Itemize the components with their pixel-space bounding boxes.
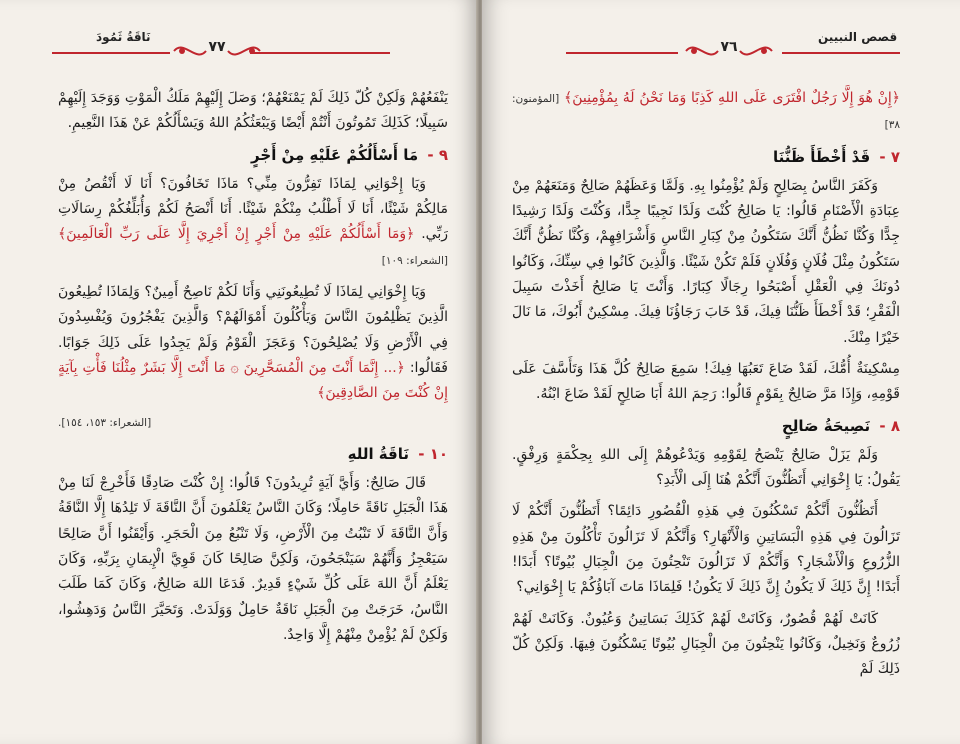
page-number: ٧٧ <box>208 39 226 55</box>
running-title: قصص النبيين <box>818 30 898 44</box>
right-page-body <box>512 86 900 689</box>
header-rule <box>782 52 900 54</box>
page-number: ٧٦ <box>720 39 738 55</box>
section-number: ١٠ - <box>418 444 448 463</box>
section-title: نَصِيحَةُ صَالِحٍ <box>781 416 871 435</box>
section-heading <box>512 414 900 439</box>
section-title: مَا أَسْأَلُكُمْ عَلَيْهِ مِنْ أَجْرٍ <box>251 145 419 164</box>
paragraph: يَنْفَعُهُمْ وَلَكِنْ كُلّ ذَلِكَ لَمْ يَمْنَعْهُمْ؛ وَصَلَ إِلَيْهِمْ مَلَكُ الْمَوْتِ وَوَجَدَ إِلَيْهِمْ سَبِيلًا؛ كَذَلِكَ تَمُوتُونَ أَنْتُمْ أَيْضًا وَيَبْعَثُكُمُ اللهُ وَيَسْأَلُكُمْ عَنْ هَذَا النَّعِيمِ. <box>58 90 448 132</box>
paragraph <box>58 172 448 274</box>
paragraph: وَلَمْ يَزَلْ صَالِحٌ يَنْصَحُ لِقَوْمِهِ وَيَدْعُوهُمْ إِلَى اللهِ بِحِكْمَةٍ وَرِفْقٍ. يَقُولُ: يَا إِخْوَانِي أَتَظُنُّونَ أَنَّكُمْ هُنَا إِلَى الْأَبَدِ؟ <box>512 446 900 489</box>
header-rule <box>566 52 678 54</box>
section-number: ٨ - <box>879 416 900 435</box>
right-page-header <box>482 22 960 66</box>
section-heading <box>58 442 448 467</box>
paragraph: مِسْكِينَةٌ أُمُّكَ، لَقَدْ ضَاعَ تَعَبُهَا فِيكَ! سَمِعَ صَالِحٌ كُلَّ هَذَا وَتَأَسَّفَ عَلَى قَوْمِهِ، وَإِذَا مَرَّ صَالِحٌ بِقَوْمٍ قَالُوا: رَحِمَ اللهُ أَبَا صَالِحٍ لَقَدْ ضَاعَ ابْنُهُ. <box>512 360 900 403</box>
header-rule <box>52 52 170 54</box>
left-page-header <box>0 22 478 66</box>
running-title: نَاقَةُ ثَمُودَ <box>96 30 151 44</box>
paragraph <box>512 86 900 139</box>
verse-reference: [الشعراء: ١٠٩] <box>381 254 448 267</box>
verse-reference: [المؤمنون: ٣٨] <box>512 93 900 132</box>
quran-verse: ﴿وَمَا أَسْأَلُكُمْ عَلَيْهِ مِنْ أَجْرٍ إِنْ أَجْرِيَ إِلَّا عَلَى رَبِّ الْعَالَمِينَ﴾ <box>58 226 415 243</box>
quran-verse: ﴿... إِنَّمَا أَنْتَ مِنَ الْمُسَحَّرِينَ ۞ مَا أَنْتَ إِلَّا بَشَرٌ مِثْلُنَا فَأْتِ بِآيَةٍ إِنْ كُنْتَ مِنَ الصَّادِقِينَ﴾ <box>58 359 448 402</box>
section-number: ٧ - <box>879 147 900 166</box>
paragraph: أَتَظُنُّونَ أَنَّكُمْ تَسْكُنُونَ فِي هَذِهِ الْقُصُورِ دَائِمًا؟ أَتَظُنُّونَ أَنَّكُمْ لَا تَزَالُونَ فِي هَذِهِ الْبَسَاتِينِ وَالْأَنْهَارِ؟ وَأَنَّكُمْ لَا تَزَالُونَ تَأْكُلُونَ مِنْ هَذِهِ الزُّرُوعِ وَالْأَشْجَارِ؟ وَأَنَّكُمْ لَا تَزَالُونَ تَنْحِتُونَ مِنَ الْجِبَالِ بُيُوتًا؟ أَبَدًا! أَبَدًا! إِنَّ ذَلِكَ لَا يَكُونُ إِنَّ ذَلِكَ لَا يَكُونُ! فَلِمَاذَا مَاتَ آبَاؤُكُمْ يَا إِخْوَانِي؟ <box>512 503 900 596</box>
left-page <box>0 0 478 744</box>
section-heading <box>58 143 448 168</box>
quran-verse: ﴿إِنْ هُوَ إِلَّا رَجُلٌ افْتَرَى عَلَى اللهِ كَذِبًا وَمَا نَحْنُ لَهُ بِمُؤْمِنِينَ﴾ <box>563 90 901 106</box>
paragraph <box>58 280 448 406</box>
section-title: نَاقَةُ اللهِ <box>347 444 409 463</box>
paragraph: كَانَتْ لَهُمْ قُصُورٌ، وَكَانَتْ لَهُمْ كَذَلِكَ بَسَاتِينُ وَعُيُونٌ. وَكَانَتْ لَهُمْ زُرُوعٌ وَنَخِيلٌ، وَكَانُوا يَنْحِتُونَ مِنَ الْجِبَالِ بُيُوتًا يَسْكُنُونَ فِيهَا. وَلَكِنْ كُلّ ذَلِكَ لَمْ <box>512 610 900 678</box>
paragraph-text: وَيَا إِخْوَانِي لِمَاذَا تَفِرُّونَ مِنِّي؟ مَاذَا تَخَافُونَ؟ أَنَا لَا أَنْقُصُ مِنْ مَالِكُمْ شَيْئًا، أَنَا لَا أَطْلُبُ مِنْكُمْ شَيْئًا. أَنَا أَنْصَحُ لَكُمْ وَأُبَلِّغُكُمْ رِسَالَاتِ رَبِّي. <box>58 175 449 243</box>
section-number: ٩ - <box>427 145 448 164</box>
right-page <box>482 0 960 744</box>
verse-reference: [الشعراء: ١٥٣، ١٥٤]. <box>58 416 152 429</box>
paragraph-text: وَيَا إِخْوَانِي لِمَاذَا لَا تُطِيعُونَنِي وَأَنَا لَكُمْ نَاصِحٌ أَمِينٌ؟ وَلِمَاذَا تُطِيعُونَ الَّذِينَ يَظْلِمُونَ النَّاسَ وَيَأْكُلُونَ أَمْوَالَهُمْ؟ وَالَّذِينَ يَفْجُرُونَ وَيُفْسِدُونَ فِي الْأَرْضِ وَلَا يُصْلِحُونَ؟ وَعَجَزَ الْقَوْمُ وَلَمْ يَجِدُوا عَلَى ذَلِكَ جَوَابًا. فَقَالُوا: <box>58 284 448 376</box>
paragraph: قَالَ صَالِحٌ: وَأَيَّ آيَةٍ تُرِيدُونَ؟ قَالُوا: إِنْ كُنْتَ صَادِقًا فَأَخْرِجْ لَنَا مِنْ هَذَا الْجَبَلِ نَاقَةً حَامِلًا؛ وَكَانَ النَّاسُ يَعْلَمُونَ أَنَّ النَّاقَةَ لَا تَلِدُهَا إِلَّا النَّاقَةُ وَأَنَّ النَّاقَةَ لَا تَنْبُتُ مِنَ الْأَرْضِ، وَلَا تَنْبُعُ مِنَ الْحَجَرِ. وَأَيْقَنُوا أَنَّ صَالِحًا سَيَعْجِزُ وَأَنَّهُمْ سَيَنْجَحُونَ، وَلَكِنَّ صَالِحًا كَانَ قَوِيَّ الْإِيمَانِ بِرَبِّهِ، وَكَانَ يَعْلَمُ أَنَّ اللهَ عَلَى كُلِّ شَيْءٍ قَدِيرٌ. فَدَعَا اللهَ صَالِحٌ، وَكَانَ كَمَا طَلَبَ النَّاسُ، خَرَجَتْ مِنَ الْجَبَلِ نَاقَةٌ حَامِلٌ وَوَلَدَتْ. وَتَحَيَّرَ النَّاسُ وَدَهِشُوا، وَلَكِنْ لَمْ يُؤْمِنْ مِنْهُمْ إِلَّا وَاحِدٌ. <box>58 475 448 643</box>
section-heading <box>512 145 900 170</box>
left-page-body <box>58 86 448 654</box>
section-title: قَدْ أَخْطَأَ ظَنُّنَا <box>773 147 871 166</box>
paragraph: وَكَفَرَ النَّاسُ بِصَالِحٍ وَلَمْ يُؤْمِنُوا بِهِ. وَلَمَّا وَعَظَهُمْ صَالِحٌ وَمَنَعَهُمْ مِنْ عِبَادَةِ الْأَصْنَامِ قَالُوا: يَا صَالِحُ كُنْتَ وَلَدًا نَجِيبًا جِدًّا، وَكُنْتَ وَلَدًا رَشِيدًا جِدًّا وَكُنَّا نَظُنُّ أَنَّكَ سَتَكُونُ مِنْ كِبَارِ النَّاسِ وَأَشْرَافِهِمْ، وَكُنَّا نَظُنُّ أَنَّكَ سَتَكُونُ مِثْلَ فُلَانٍ وَفُلَانٍ فَلَمْ تَكُنْ شَيْئًا. وَالَّذِينَ كَانُوا فِي سِنِّكَ، وَكَانُوا دُونَكَ فِي الْعَقْلِ أَصْبَحُوا رِجَالًا كِبَارًا. وَأَنْتَ يَا صَالِحُ أَخَذْتَ سَبِيلَ الْفَقْرِ؛ قَدْ أَخْطَأَ ظَنُّنَا فِيكَ، قَدْ خَابَ رَجَاؤُنَا فِيكَ. مِسْكِينٌ أَبُوكَ، مَا نَالَ خَيْرًا مِنْكَ. <box>512 177 900 346</box>
header-rule <box>250 52 390 54</box>
